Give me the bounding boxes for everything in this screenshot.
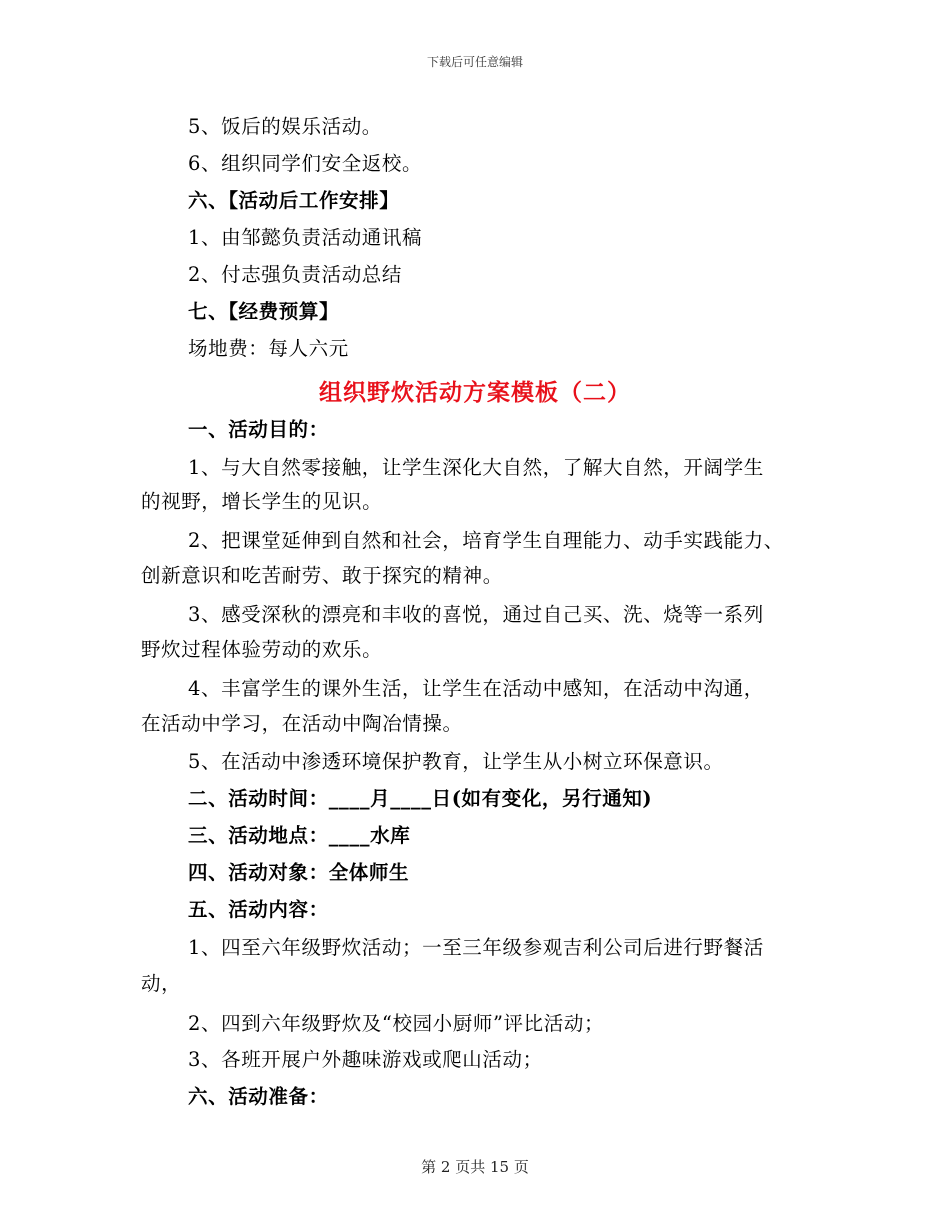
list-item: 1、四至六年级野炊活动；一至三年级参观吉利公司后进行野餐活	[188, 936, 764, 959]
section-heading: 三、活动地点：____水库	[188, 824, 411, 847]
section-heading: 二、活动时间：____月____日(如有变化，另行通知)	[188, 787, 653, 810]
section-heading: 六、【活动后工作安排】	[188, 189, 400, 212]
paragraph-continuation: 在活动中学习，在活动中陶冶情操。	[141, 712, 463, 735]
list-item: 5、饭后的娱乐活动。	[188, 115, 382, 138]
paragraph: 场地费：每人六元	[188, 337, 349, 360]
paragraph-continuation: 创新意识和吃苦耐劳、敢于探究的精神。	[141, 564, 503, 587]
list-item: 1、由邹懿负责活动通讯稿	[188, 226, 423, 249]
section-heading: 四、活动对象：全体师生	[188, 861, 410, 884]
list-item: 2、付志强负责活动总结	[188, 263, 403, 286]
paragraph-continuation: 的视野，增长学生的见识。	[141, 490, 383, 513]
section-heading: 五、活动内容：	[188, 898, 329, 921]
section-heading: 一、活动目的：	[188, 418, 329, 441]
list-item-continuation: 动，	[141, 972, 182, 995]
header-note: 下载后可任意编辑	[426, 55, 523, 69]
paragraph: 1、与大自然零接触，让学生深化大自然，了解大自然，开阔学生	[188, 456, 764, 479]
section-heading: 七、【经费预算】	[188, 300, 340, 323]
document-title: 组织野炊活动方案模板（二）	[319, 379, 631, 406]
list-item: 3、各班开展户外趣味游戏或爬山活动；	[188, 1048, 543, 1071]
list-item: 6、组织同学们安全返校。	[188, 152, 423, 175]
page-number: 第 2 页共 15 页	[421, 1158, 529, 1176]
section-heading: 六、活动准备：	[188, 1085, 329, 1108]
list-item: 2、四到六年级野炊及“校园小厨师”评比活动；	[188, 1012, 605, 1035]
paragraph: 5、在活动中渗透环境保护教育，让学生从小树立环保意识。	[188, 750, 724, 773]
paragraph: 3、感受深秋的漂亮和丰收的喜悦，通过自己买、洗、烧等一系列	[188, 603, 764, 626]
paragraph: 4、丰富学生的课外生活，让学生在活动中感知，在活动中沟通，	[188, 677, 764, 700]
paragraph: 2、把课堂延伸到自然和社会，培育学生自理能力、动手实践能力、	[188, 529, 784, 552]
paragraph-continuation: 野炊过程体验劳动的欢乐。	[141, 638, 383, 661]
